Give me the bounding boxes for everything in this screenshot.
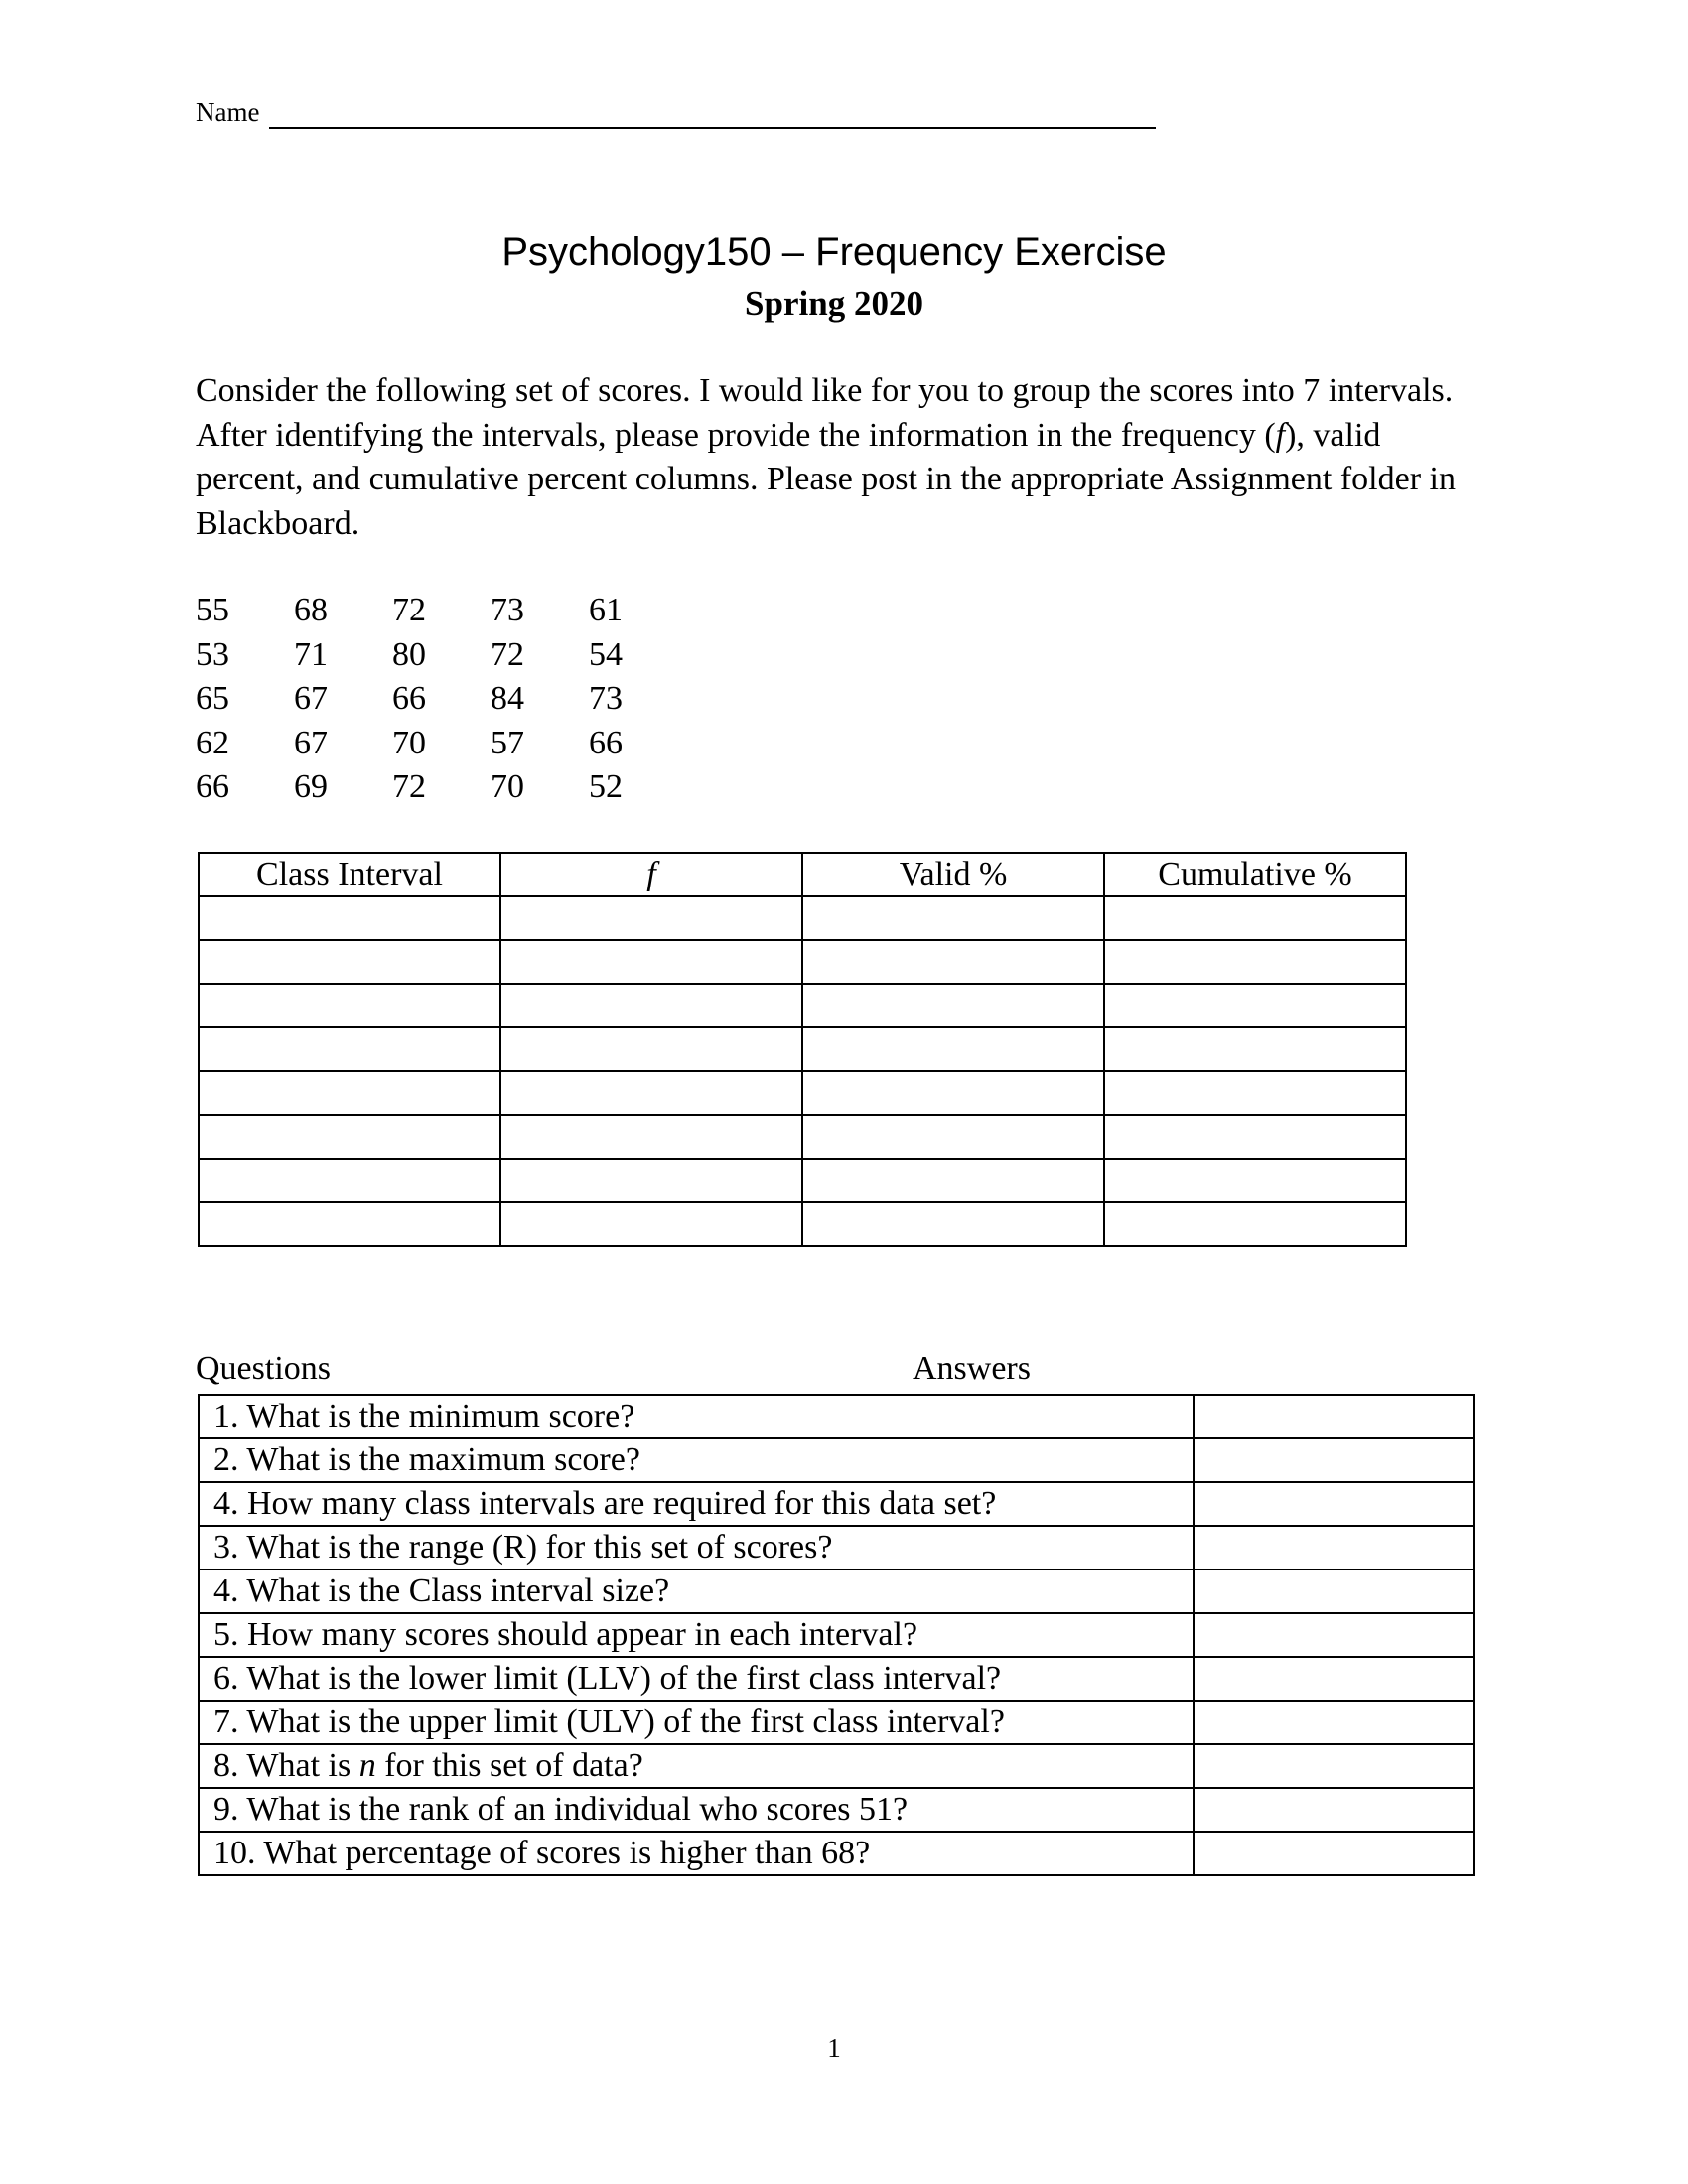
f-cell[interactable] <box>500 1071 802 1115</box>
answer-cell[interactable] <box>1194 1657 1474 1701</box>
score-value: 54 <box>589 635 623 673</box>
class-interval-cell[interactable] <box>199 940 500 984</box>
question-text <box>199 1613 1194 1657</box>
name-label: Name <box>196 97 260 127</box>
score-value: 66 <box>589 724 623 761</box>
question-text <box>199 1744 1194 1788</box>
question-text <box>199 1657 1194 1701</box>
question-text-part: 5. How many scores should appear in each interval? <box>213 1616 918 1653</box>
class-interval-cell[interactable] <box>199 1202 500 1246</box>
score-value: 68 <box>294 592 328 628</box>
answer-cell[interactable] <box>1194 1832 1474 1875</box>
question-text-part: 8. What is <box>213 1747 359 1784</box>
score-value: 84 <box>491 680 524 717</box>
answer-cell[interactable] <box>1194 1526 1474 1570</box>
table-row <box>199 1159 1406 1202</box>
page-subtitle: Spring 2020 <box>745 284 923 323</box>
f-cell[interactable] <box>500 1115 802 1159</box>
answer-cell[interactable] <box>1194 1701 1474 1744</box>
class-interval-cell[interactable] <box>199 1071 500 1115</box>
valid-percent-cell[interactable] <box>802 1115 1104 1159</box>
header-f-text: f <box>646 856 656 892</box>
score-value: 80 <box>392 635 426 673</box>
table-row <box>199 896 1406 940</box>
cumulative-percent-cell[interactable] <box>1104 896 1406 940</box>
valid-percent-cell[interactable] <box>802 896 1104 940</box>
f-cell[interactable] <box>500 896 802 940</box>
question-text-part: 9. What is the rank of an individual who scores 51? <box>213 1791 909 1828</box>
score-value: 72 <box>491 635 524 673</box>
instructions-f: f <box>1275 416 1286 454</box>
table-row <box>199 1071 1406 1115</box>
table-row <box>199 1115 1406 1159</box>
class-interval-cell[interactable] <box>199 1159 500 1202</box>
score-value: 70 <box>491 768 524 805</box>
page-title: Psychology150 – Frequency Exercise <box>501 230 1167 274</box>
header-class-interval: Class Interval <box>199 853 500 896</box>
valid-percent-cell[interactable] <box>802 940 1104 984</box>
question-text-part: 4. What is the Class interval size? <box>213 1572 670 1609</box>
valid-percent-cell[interactable] <box>802 984 1104 1027</box>
scores-row <box>196 722 687 766</box>
question-text-part: 6. What is the lower limit (LLV) of the first class interval? <box>213 1660 1002 1697</box>
header-cumulative-percent: Cumulative % <box>1104 853 1406 896</box>
cumulative-percent-cell[interactable] <box>1104 1115 1406 1159</box>
question-row <box>199 1788 1474 1832</box>
header-f <box>500 853 802 896</box>
answer-cell[interactable] <box>1194 1395 1474 1438</box>
answer-cell[interactable] <box>1194 1613 1474 1657</box>
score-value: 57 <box>491 724 524 761</box>
answer-cell[interactable] <box>1194 1438 1474 1482</box>
f-cell[interactable] <box>500 1202 802 1246</box>
cumulative-percent-cell[interactable] <box>1104 940 1406 984</box>
score-value: 70 <box>392 724 426 761</box>
question-row <box>199 1832 1474 1875</box>
question-text <box>199 1701 1194 1744</box>
question-text-part: for this set of data? <box>375 1747 643 1784</box>
instructions-part2: ), valid percent, and cumulative percent columns. Please post in the appropriate Assignment folder in Blackboard. <box>196 416 1456 542</box>
score-value: 67 <box>294 680 328 717</box>
header-valid-percent: Valid % <box>802 853 1104 896</box>
class-interval-cell[interactable] <box>199 984 500 1027</box>
scores-row <box>196 677 687 722</box>
table-row <box>199 984 1406 1027</box>
question-text <box>199 1788 1194 1832</box>
page-number: 1 <box>827 2033 841 2063</box>
question-text-part: 2. What is the maximum score? <box>213 1441 640 1478</box>
scores-row <box>196 589 687 633</box>
score-value: 72 <box>392 592 426 628</box>
question-text-part: 1. What is the minimum score? <box>213 1398 635 1434</box>
question-row <box>199 1482 1474 1526</box>
score-value: 66 <box>196 768 229 805</box>
f-cell[interactable] <box>500 940 802 984</box>
cumulative-percent-cell[interactable] <box>1104 1071 1406 1115</box>
cumulative-percent-cell[interactable] <box>1104 1027 1406 1071</box>
instructions-part1: Consider the following set of scores. I would like for you to group the scores into 7 intervals. After identifying the intervals, please provide the information in the frequency ( <box>196 372 1454 454</box>
valid-percent-cell[interactable] <box>802 1071 1104 1115</box>
score-value: 69 <box>294 768 328 805</box>
valid-percent-cell[interactable] <box>802 1159 1104 1202</box>
name-input-line[interactable] <box>269 127 1156 129</box>
question-row <box>199 1613 1474 1657</box>
score-value: 55 <box>196 592 229 628</box>
question-row <box>199 1395 1474 1438</box>
valid-percent-cell[interactable] <box>802 1202 1104 1246</box>
question-row <box>199 1438 1474 1482</box>
questions-table <box>198 1394 1475 1876</box>
question-text <box>199 1438 1194 1482</box>
score-value: 53 <box>196 635 229 673</box>
score-value: 72 <box>392 768 426 805</box>
question-text-part: 10. What percentage of scores is higher than 68? <box>213 1835 871 1871</box>
score-value: 65 <box>196 680 229 717</box>
question-variable: n <box>358 1747 376 1784</box>
class-interval-cell[interactable] <box>199 1027 500 1071</box>
score-value: 52 <box>589 768 623 805</box>
answer-cell[interactable] <box>1194 1482 1474 1526</box>
class-interval-cell[interactable] <box>199 896 500 940</box>
valid-percent-cell[interactable] <box>802 1027 1104 1071</box>
question-text-part: 4. How many class intervals are required for this data set? <box>213 1485 997 1522</box>
question-text <box>199 1482 1194 1526</box>
cumulative-percent-cell[interactable] <box>1104 984 1406 1027</box>
f-cell[interactable] <box>500 1027 802 1071</box>
question-text <box>199 1526 1194 1570</box>
score-value: 61 <box>589 592 623 628</box>
frequency-table <box>198 852 1407 1247</box>
table-row <box>199 1202 1406 1246</box>
scores-grid <box>196 589 687 810</box>
score-value: 73 <box>589 680 623 717</box>
question-row <box>199 1744 1474 1788</box>
score-value: 67 <box>294 724 328 761</box>
question-row <box>199 1701 1474 1744</box>
question-text <box>199 1570 1194 1613</box>
f-cell[interactable] <box>500 1159 802 1202</box>
answer-cell[interactable] <box>1194 1744 1474 1788</box>
score-value: 66 <box>392 680 426 717</box>
question-row <box>199 1657 1474 1701</box>
score-value: 73 <box>491 592 524 628</box>
questions-label: Questions <box>196 1350 331 1387</box>
class-interval-cell[interactable] <box>199 1115 500 1159</box>
scores-row <box>196 765 687 810</box>
table-row <box>199 940 1406 984</box>
answer-cell[interactable] <box>1194 1788 1474 1832</box>
answers-label: Answers <box>913 1350 1031 1387</box>
score-value: 71 <box>294 635 328 673</box>
question-row <box>199 1526 1474 1570</box>
cumulative-percent-cell[interactable] <box>1104 1159 1406 1202</box>
cumulative-percent-cell[interactable] <box>1104 1202 1406 1246</box>
question-text-part: 3. What is the range (R) for this set of scores? <box>213 1529 833 1566</box>
question-text <box>199 1832 1194 1875</box>
question-row <box>199 1570 1474 1613</box>
scores-row <box>196 633 687 678</box>
answer-cell[interactable] <box>1194 1570 1474 1613</box>
f-cell[interactable] <box>500 984 802 1027</box>
table-row <box>199 1027 1406 1071</box>
question-text <box>199 1395 1194 1438</box>
question-text-part: 7. What is the upper limit (ULV) of the first class interval? <box>213 1704 1005 1740</box>
instructions <box>196 369 1486 546</box>
score-value: 62 <box>196 724 229 761</box>
